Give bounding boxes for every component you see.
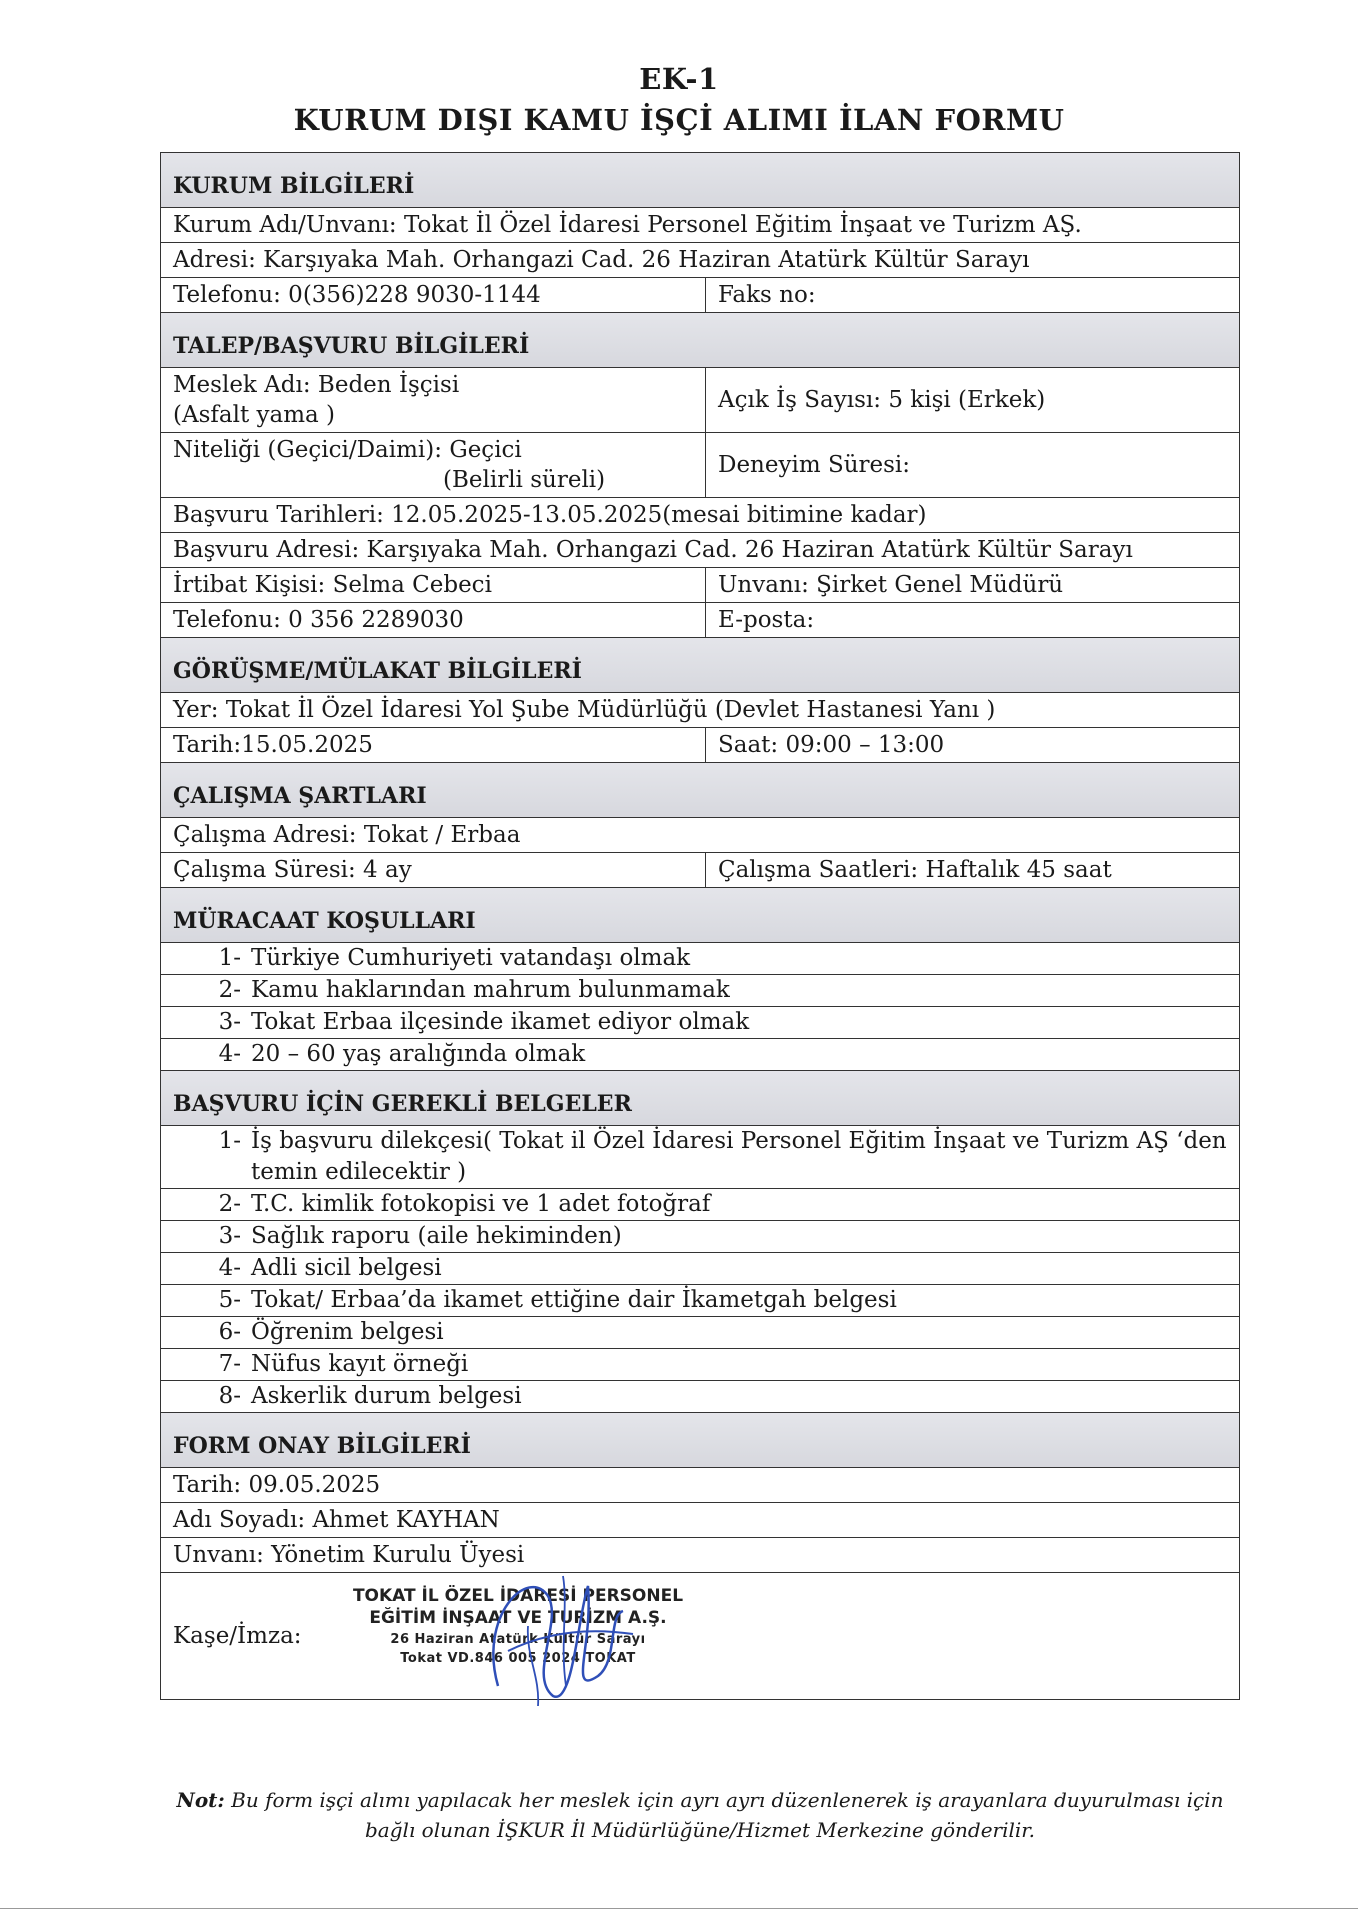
- list-item-number: 3-: [218, 1009, 241, 1035]
- row-irtibat: [161, 568, 1239, 603]
- list-item: [161, 1189, 1239, 1221]
- list-item-text: 20 – 60 yaş aralığında olmak: [251, 1041, 586, 1067]
- list-item-number: 4-: [218, 1255, 241, 1281]
- row-basvuru-tarih: [161, 498, 1239, 533]
- list-item-text: Tokat/ Erbaa’da ikamet ettiğine dair İkametgah belgesi: [251, 1287, 897, 1313]
- announcement-form: [160, 152, 1240, 1700]
- section-heading-belgeler: BAŞVURU İÇİN GEREKLİ BELGELER: [161, 1071, 1239, 1126]
- list-item-text: Nüfus kayıt örneği: [251, 1351, 469, 1377]
- row-kurum-contact: [161, 278, 1239, 313]
- occupation-name: Meslek Adı: Beden İşçisi: [173, 372, 460, 398]
- stamp-line-2: EĞİTİM İNŞAAT VE TURİZM A.Ş.: [369, 1608, 667, 1628]
- stamp-line-4: Tokat VD.846 005 2024 TOKAT: [400, 1651, 636, 1666]
- list-item-number: 5-: [218, 1287, 241, 1313]
- job-type-value: Niteliği (Geçici/Daimi): Geçici: [173, 437, 522, 463]
- interview-date: Tarih:15.05.2025: [161, 728, 706, 762]
- row-talep-contact: [161, 603, 1239, 638]
- form-title: KURUM DIŞI KAMU İŞÇİ ALIMI İLAN FORMU: [293, 103, 1065, 137]
- footer-note: [170, 1785, 1230, 1845]
- note-text: Bu form işçi alımı yapılacak her meslek için ayrı ayrı düzenlenerek iş arayanlara duyurulması için bağlı olunan İŞKUR İl Müdürlüğüne/Hizmet Merkezine gönderilir.: [231, 1788, 1224, 1842]
- list-item-text: Sağlık raporu (aile hekiminden): [251, 1223, 622, 1249]
- work-duration: Çalışma Süresi: 4 ay: [161, 853, 706, 887]
- application-dates: Başvuru Tarihleri: 12.05.2025-13.05.2025(mesai bitimine kadar): [173, 502, 927, 528]
- list-item-text: Öğrenim belgesi: [251, 1319, 444, 1345]
- list-item: [161, 975, 1239, 1007]
- row-onay-unvan: [161, 1538, 1239, 1573]
- row-onay-ad: [161, 1503, 1239, 1538]
- note-label: Not:: [176, 1788, 225, 1812]
- section-heading-talep: TALEP/BAŞVURU BİLGİLERİ: [161, 313, 1239, 368]
- list-item: [161, 1317, 1239, 1349]
- list-item-number: 2-: [218, 1191, 241, 1217]
- conditions-list: [161, 943, 1239, 1071]
- work-address: Çalışma Adresi: Tokat / Erbaa: [173, 822, 521, 848]
- section-heading-muracaat: MÜRACAAT KOŞULLARI: [161, 888, 1239, 943]
- approver-title: Unvanı: Yönetim Kurulu Üyesi: [173, 1542, 525, 1568]
- row-calisma-adres: [161, 818, 1239, 853]
- company-stamp: [348, 1576, 688, 1696]
- row-kurum-ad: [161, 208, 1239, 243]
- occupation-detail: (Asfalt yama ): [173, 402, 336, 428]
- contact-email: E-posta:: [718, 607, 815, 633]
- signature-icon: [468, 1556, 638, 1716]
- stamp-line-1: TOKAT İL ÖZEL İDARESİ PERSONEL: [352, 1586, 684, 1606]
- list-item: [161, 1221, 1239, 1253]
- list-item: [161, 1381, 1239, 1413]
- list-item-text: Tokat Erbaa ilçesinde ikamet ediyor olmak: [251, 1009, 750, 1035]
- approver-name: Adı Soyadı: Ahmet KAYHAN: [173, 1507, 500, 1533]
- kurum-name: Kurum Adı/Unvanı: Tokat İl Özel İdaresi Personel Eğitim İnşaat ve Turizm AŞ.: [173, 212, 1082, 238]
- list-item: [161, 1007, 1239, 1039]
- documents-list: [161, 1126, 1239, 1413]
- list-item-number: 3-: [218, 1223, 241, 1249]
- occupation: [161, 368, 706, 432]
- list-item-text: Türkiye Cumhuriyeti vatandaşı olmak: [251, 945, 691, 971]
- interview-location: Yer: Tokat İl Özel İdaresi Yol Şube Müdürlüğü (Devlet Hastanesi Yanı ): [173, 697, 996, 723]
- section-heading-calisma: ÇALIŞMA ŞARTLARI: [161, 763, 1239, 818]
- row-onay-tarih: [161, 1468, 1239, 1503]
- kurum-phone: Telefonu: 0(356)228 9030-1144: [161, 278, 706, 312]
- kurum-fax: Faks no:: [718, 282, 816, 308]
- list-item-number: 7-: [218, 1351, 241, 1377]
- list-item-text: Askerlik durum belgesi: [251, 1383, 522, 1409]
- list-item: [161, 1253, 1239, 1285]
- row-gorusme-zaman: [161, 728, 1239, 763]
- list-item: [161, 1126, 1239, 1189]
- contact-person: İrtibat Kişisi: Selma Cebeci: [161, 568, 706, 602]
- open-positions: Açık İş Sayısı: 5 kişi (Erkek): [718, 387, 1046, 413]
- row-gorusme-yer: [161, 693, 1239, 728]
- list-item-number: 1-: [218, 945, 241, 971]
- row-stamp-signature: [161, 1573, 1239, 1699]
- list-item-text: İş başvuru dilekçesi( Tokat il Özel İdaresi Personel Eğitim İnşaat ve Turizm AŞ ‘den temin edilecektir ): [251, 1128, 1227, 1185]
- row-calisma-sure: [161, 853, 1239, 888]
- section-heading-onay: FORM ONAY BİLGİLERİ: [161, 1413, 1239, 1468]
- approval-date: Tarih: 09.05.2025: [173, 1472, 381, 1498]
- list-item: [161, 943, 1239, 975]
- contact-phone: Telefonu: 0 356 2289030: [161, 603, 706, 637]
- stamp-line-3: 26 Haziran Atatürk Kültür Sarayı: [390, 1632, 646, 1647]
- work-hours: Çalışma Saatleri: Haftalık 45 saat: [718, 857, 1112, 883]
- list-item-number: 6-: [218, 1319, 241, 1345]
- row-kurum-adres: [161, 243, 1239, 278]
- list-item: [161, 1349, 1239, 1381]
- row-nitelik: [161, 433, 1239, 498]
- list-item-text: Kamu haklarından mahrum bulunmamak: [251, 977, 730, 1003]
- row-basvuru-adres: [161, 533, 1239, 568]
- list-item-number: 2-: [218, 977, 241, 1003]
- application-address: Başvuru Adresi: Karşıyaka Mah. Orhangazi Cad. 26 Haziran Atatürk Kültür Sarayı: [173, 537, 1133, 563]
- list-item-text: Adli sicil belgesi: [251, 1255, 442, 1281]
- page-bottom-rule: [0, 1908, 1358, 1909]
- contact-title: Unvanı: Şirket Genel Müdürü: [718, 572, 1064, 598]
- job-type: [161, 433, 706, 497]
- row-meslek: [161, 368, 1239, 433]
- list-item-number: 8-: [218, 1383, 241, 1409]
- experience: Deneyim Süresi:: [718, 452, 911, 478]
- list-item-number: 1-: [218, 1128, 241, 1154]
- form-code: EK-1: [639, 62, 719, 96]
- job-type-detail: (Belirli süreli): [443, 467, 606, 493]
- list-item: [161, 1039, 1239, 1071]
- kurum-address: Adresi: Karşıyaka Mah. Orhangazi Cad. 26 Haziran Atatürk Kültür Sarayı: [173, 247, 1030, 273]
- list-item-text: T.C. kimlik fotokopisi ve 1 adet fotoğraf: [251, 1191, 711, 1217]
- list-item-number: 4-: [218, 1041, 241, 1067]
- section-heading-kurum: KURUM BİLGİLERİ: [161, 153, 1239, 208]
- stamp-signature-label: Kaşe/İmza:: [173, 1623, 302, 1649]
- section-heading-gorusme: GÖRÜŞME/MÜLAKAT BİLGİLERİ: [161, 638, 1239, 693]
- interview-time: Saat: 09:00 – 13:00: [718, 732, 945, 758]
- list-item: [161, 1285, 1239, 1317]
